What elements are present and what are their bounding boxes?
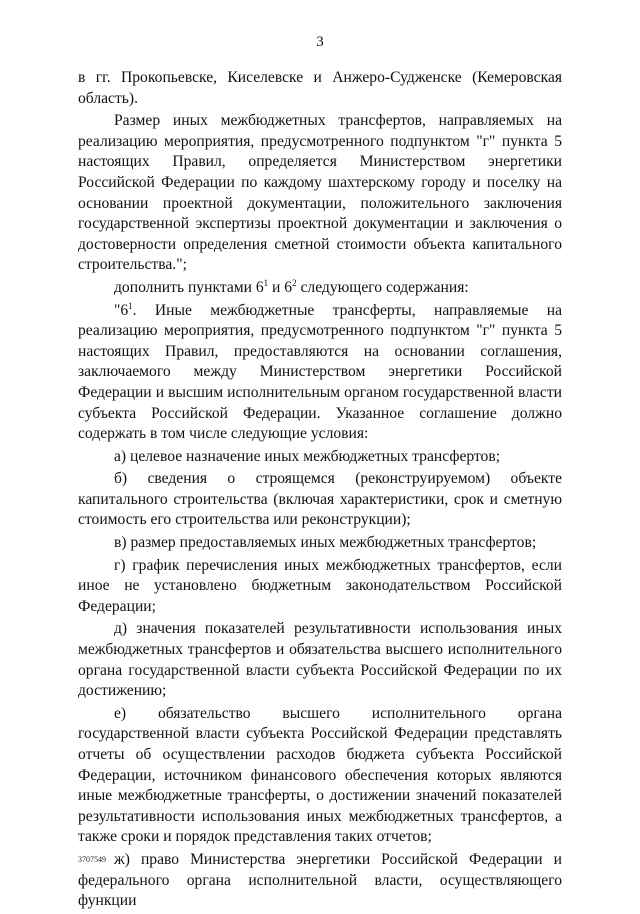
list-item-zh: ж) право Министерства энергетики Российской Федерации и федерального органа исполнительной власти, осуществляющего функции [78,850,562,910]
footer-code: 3707549 [78,855,106,864]
text-fragment: дополнить пунктами 6 [114,278,264,296]
text-fragment: следующего содержания: [296,278,469,296]
list-item-v: в) размер предоставляемых иных межбюджетных трансфертов; [114,534,537,552]
list-item-b: б) сведения о строящемся (реконструируемом) объекте капитального строительства (включая характеристики, срок и сметную стоимость его строительства или реконструкции); [78,470,562,529]
paragraph-continuation: в гг. Прокопьевске, Киселевске и Анжеро-Судженске (Кемеровская область). [78,69,562,107]
text-fragment: . Иные межбюджетные трансферты, направляемые на реализацию мероприятия, предусмотренного подпунктом "г" пункта 5 настоящих Правил, предоставляются на основании соглашения, заключаемого между Министерством энергетики Российской Федерации и высшим исполнительным органом государственной власти субъекта Российской Федерации. Указанное соглашение должно содержать в том числе следующие условия: [78,301,562,443]
paragraph-add-points [78,278,562,299]
text-fragment: "6 [114,301,129,319]
list-item-g: г) график перечисления иных межбюджетных трансфертов, если иное не установлено бюджетным законодательством Российской Федерации; [78,556,562,615]
paragraph-point-6-1 [78,301,562,445]
list-item-a: а) целевое назначение иных межбюджетных трансфертов; [114,447,501,465]
page-number: 3 [316,34,324,50]
list-item-e: е) обязательство высшего исполнительного органа государственной власти субъекта Российской Федерации представлять отчеты об осуществлении расходов бюджета субъекта Российской Федерации, источником финансового обеспечения которых являются иные межбюджетные трансферты, о достижении значений показателей результативности использования иных межбюджетных трансфертов, а также сроки и порядок представления таких отчетов; [78,704,562,846]
text-fragment: и 6 [268,278,293,296]
paragraph-transfer-size: Размер иных межбюджетных трансфертов, направляемых на реализацию мероприятия, предусмотренного подпунктом "г" пункта 5 настоящих Правил, определяется Министерством энергетики Российской Федерации по каждому шахтерскому городу и поселку на основании проектной документации, положительного заключения государственной экспертизы проектной документации и заключения о достоверности определения сметной стоимости объекта капитального строительства."; [78,112,562,274]
superscript: 2 [292,277,297,288]
list-item-d: д) значения показателей результативности использования иных межбюджетных трансфертов и обязательства высшего исполнительного органа государственной власти субъекта Российской Федерации по их достижению; [78,620,562,700]
superscript: 1 [263,277,269,288]
superscript: 1 [128,300,133,311]
document-body [78,68,562,914]
